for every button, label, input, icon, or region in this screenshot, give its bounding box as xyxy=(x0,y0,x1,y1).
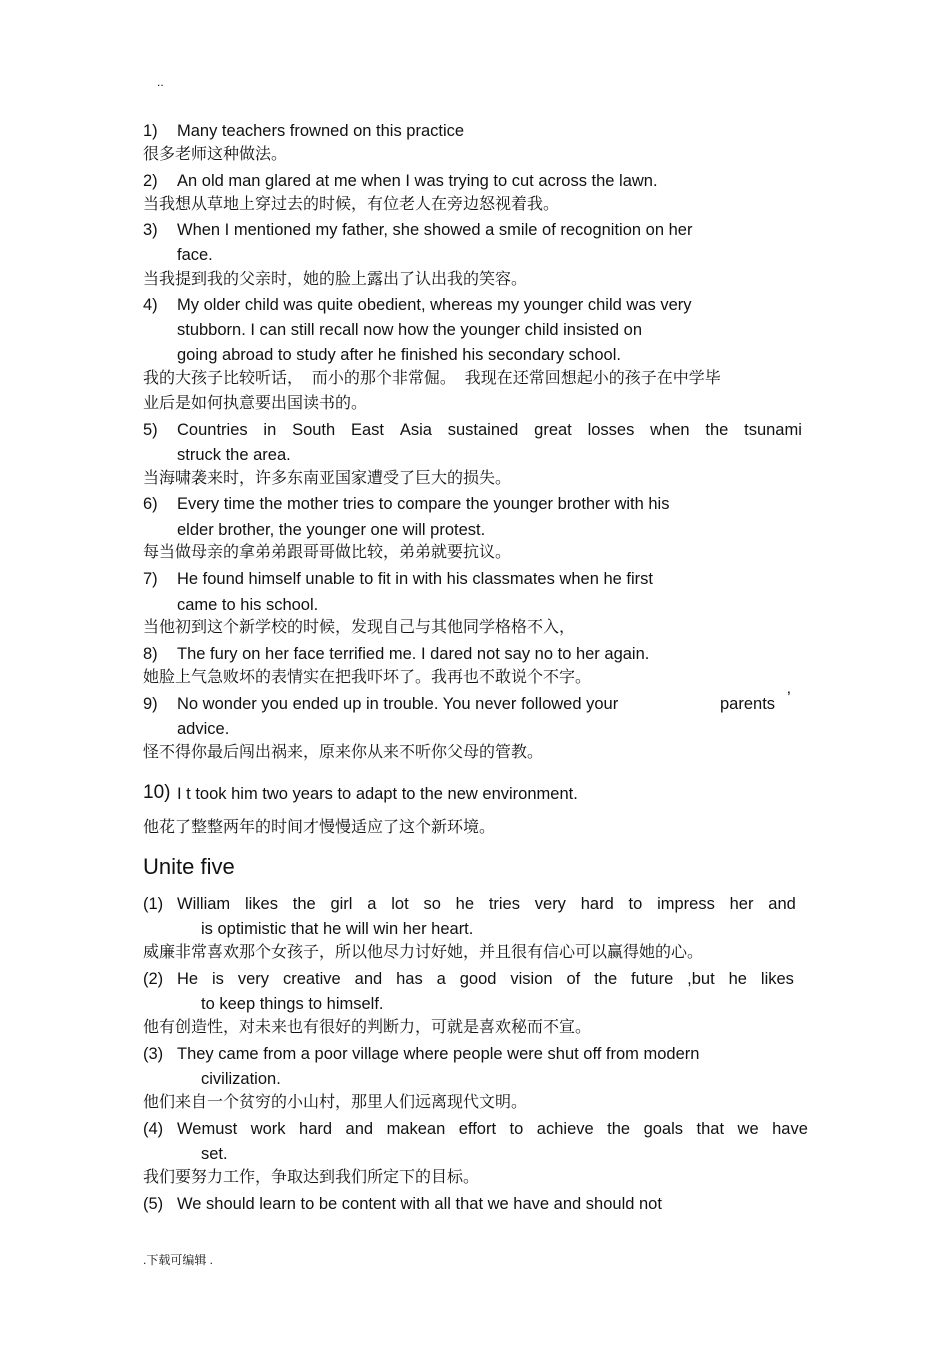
word: to xyxy=(509,1120,524,1138)
item-english-justified xyxy=(177,1121,808,1138)
word: to xyxy=(628,895,643,913)
item-chinese: 当他初到这个新学校的时候，发现自己与其他同学格格不入， xyxy=(143,619,576,636)
item-english-cont: face. xyxy=(177,246,213,264)
word: the xyxy=(705,421,729,439)
item-chinese: 很多老师这种做法。 xyxy=(143,146,288,163)
word: her xyxy=(729,895,754,913)
word: goals xyxy=(643,1120,684,1138)
header-mark: .. xyxy=(157,75,164,89)
item-number: 4) xyxy=(143,296,158,314)
item-chinese: 当我想从草地上穿过去的时候，有位老人在旁边怒视着我。 xyxy=(143,196,560,213)
word: that xyxy=(696,1120,725,1138)
item-english-cont: going abroad to study after he finished his secondary school. xyxy=(177,346,621,364)
word: and xyxy=(345,1120,374,1138)
item-english: When I mentioned my father, she showed a smile of recognition on her xyxy=(177,221,693,239)
word: great xyxy=(534,421,572,439)
word: Asia xyxy=(399,421,432,439)
word: so xyxy=(423,895,441,913)
item-chinese: 当我提到我的父亲时，她的脸上露出了认出我的笑容。 xyxy=(143,271,528,288)
item-english-cont: is optimistic that he will win her heart. xyxy=(201,920,474,938)
word: hard xyxy=(580,895,614,913)
item-number: 1) xyxy=(143,122,158,140)
item-number: 5) xyxy=(143,421,158,439)
item-english: An old man glared at me when I was trying to cut across the lawn. xyxy=(177,172,658,190)
item-chinese: 我的大孩子比较听话， 而小的那个非常倔。 我现在还常回想起小的孩子在中学毕 xyxy=(143,370,721,387)
item-english-cont: stubborn. I can still recall now how the younger child insisted on xyxy=(177,321,643,339)
word: good xyxy=(459,970,497,988)
word: girl xyxy=(330,895,353,913)
item-chinese: 他花了整整两年的时间才慢慢适应了这个新环境。 xyxy=(143,819,496,836)
item-english-justified xyxy=(177,971,794,988)
word: the xyxy=(292,895,316,913)
item-english-tail: parents xyxy=(720,695,776,713)
word: in xyxy=(263,421,277,439)
word: sustained xyxy=(447,421,519,439)
page-footer: .下载可编辑 . xyxy=(143,1253,214,1267)
word: Wemust xyxy=(177,1120,238,1138)
word: South xyxy=(292,421,336,439)
word: has xyxy=(396,970,423,988)
item-english: My older child was quite obedient, whereas my younger child was very xyxy=(177,296,692,314)
word: and xyxy=(768,895,796,913)
word: the xyxy=(607,1120,631,1138)
item-english: They came from a poor village where people were shut off from modern xyxy=(177,1045,700,1063)
item-english-cont: set. xyxy=(201,1145,228,1163)
item-english-cont: elder brother, the younger one will protest. xyxy=(177,521,486,539)
apostrophe-mark: ’ xyxy=(787,689,791,707)
word: he xyxy=(455,895,475,913)
word: tsunami xyxy=(744,421,802,439)
section-heading: Unite five xyxy=(143,854,235,879)
item-number: (3) xyxy=(143,1045,164,1063)
word: when xyxy=(650,421,690,439)
word: losses xyxy=(587,421,635,439)
item-chinese: 每当做母亲的拿弟弟跟哥哥做比较，弟弟就要抗议。 xyxy=(143,544,512,561)
item-english-cont: to keep things to himself. xyxy=(201,995,384,1013)
item-chinese-cont: 业后是如何执意要出国读书的。 xyxy=(143,395,368,412)
item-english-justified xyxy=(177,422,802,439)
word: achieve xyxy=(536,1120,594,1138)
word: work xyxy=(250,1120,286,1138)
item-english: He found himself unable to fit in with his classmates when he first xyxy=(177,570,653,588)
item-number: (2) xyxy=(143,970,164,988)
word: hard xyxy=(299,1120,333,1138)
item-number: 8) xyxy=(143,645,158,663)
word: we xyxy=(737,1120,759,1138)
item-number: (1) xyxy=(143,895,164,913)
item-number: 6) xyxy=(143,495,158,513)
item-english-cont: advice. xyxy=(177,720,230,738)
item-chinese: 他们来自一个贫穷的小山村，那里人们远离现代文明。 xyxy=(143,1094,528,1111)
item-number: 3) xyxy=(143,221,158,239)
word: have xyxy=(772,1120,808,1138)
word: William xyxy=(177,895,231,913)
item-number: (4) xyxy=(143,1120,164,1138)
item-english-cont: came to his school. xyxy=(177,596,319,614)
word: tries xyxy=(488,895,520,913)
item-number: 10) xyxy=(143,782,171,803)
word: vision xyxy=(510,970,553,988)
word: East xyxy=(350,421,385,439)
item-english: I t took him two years to adapt to the new environment. xyxy=(177,785,578,803)
item-english: We should learn to be content with all that we have and should not xyxy=(177,1195,662,1213)
item-chinese: 她脸上气急败坏的表情实在把我吓坏了。我再也不敢说个不字。 xyxy=(143,669,592,686)
item-chinese: 当海啸袭来时，许多东南亚国家遭受了巨大的损失。 xyxy=(143,470,512,487)
item-english: Every time the mother tries to compare the younger brother with his xyxy=(177,495,670,513)
word: likes xyxy=(760,970,794,988)
word: Countries xyxy=(177,421,248,439)
item-english-cont: civilization. xyxy=(201,1070,281,1088)
word: makean xyxy=(386,1120,446,1138)
word: and xyxy=(354,970,383,988)
item-chinese: 他有创造性，对未来也有很好的判断力，可就是喜欢秘而不宣。 xyxy=(143,1019,592,1036)
word: likes xyxy=(244,895,278,913)
word: ,but xyxy=(687,970,715,988)
item-english: Many teachers frowned on this practice xyxy=(177,122,465,140)
word: impress xyxy=(657,895,715,913)
word: a xyxy=(436,970,446,988)
item-number: 2) xyxy=(143,172,158,190)
word: effort xyxy=(458,1120,497,1138)
word: very xyxy=(534,895,566,913)
word: lot xyxy=(391,895,409,913)
item-chinese: 我们要努力工作，争取达到我们所定下的目标。 xyxy=(143,1169,480,1186)
word: the xyxy=(594,970,618,988)
word: very xyxy=(237,970,270,988)
item-english: The fury on her face terrified me. I dared not say no to her again. xyxy=(177,645,650,663)
word: a xyxy=(367,895,377,913)
item-english: No wonder you ended up in trouble. You never followed your xyxy=(177,695,619,713)
word: he xyxy=(728,970,747,988)
word: creative xyxy=(282,970,341,988)
item-english-cont: struck the area. xyxy=(177,446,291,464)
word: is xyxy=(212,970,224,988)
item-english-justified xyxy=(177,896,796,913)
item-chinese: 怪不得你最后闯出祸来，原来你从来不听你父母的管教。 xyxy=(143,744,544,761)
word: He xyxy=(177,970,199,988)
item-chinese: 威廉非常喜欢那个女孩子，所以他尽力讨好她，并且很有信心可以赢得她的心。 xyxy=(143,944,704,961)
item-number: (5) xyxy=(143,1195,164,1213)
word: future xyxy=(631,970,674,988)
word: of xyxy=(566,970,581,988)
item-number: 7) xyxy=(143,570,158,588)
item-number: 9) xyxy=(143,695,158,713)
